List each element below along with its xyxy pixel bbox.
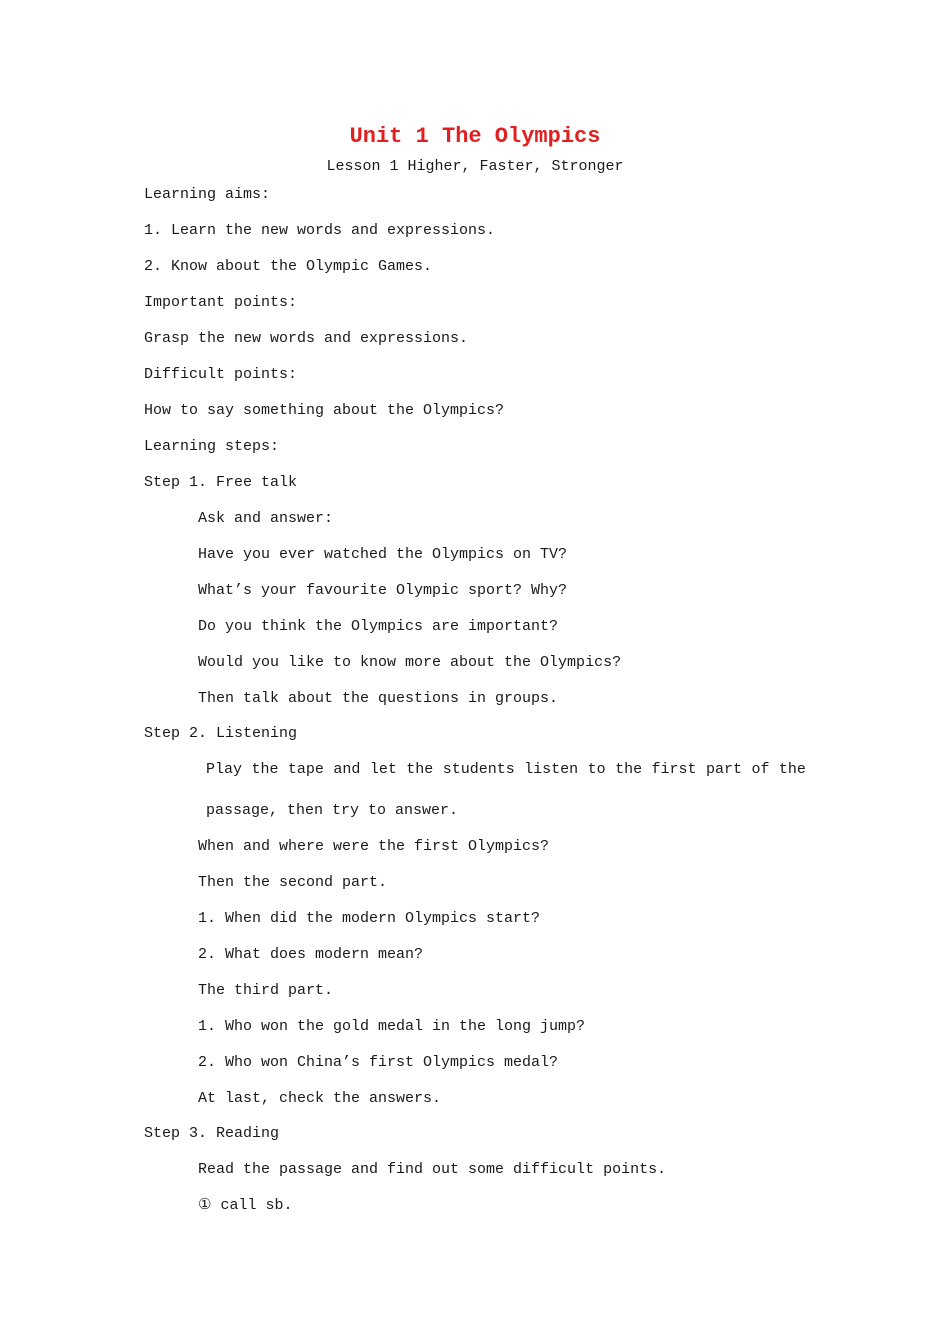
- word: and: [333, 761, 361, 778]
- step3-line: Read the passage and find out some difficult points.: [198, 1161, 667, 1178]
- step1-line: Do you think the Olympics are important?: [198, 618, 559, 635]
- step1-line: Have you ever watched the Olympics on TV?: [198, 546, 568, 563]
- important-points-heading: Important points:: [144, 294, 298, 311]
- word: the: [251, 761, 279, 778]
- word: Play: [206, 761, 243, 778]
- word: of: [751, 761, 770, 778]
- difficult-points-heading: Difficult points:: [144, 366, 298, 383]
- difficult-points-text: How to say something about the Olympics?: [144, 402, 505, 419]
- important-points-text: Grasp the new words and expressions.: [144, 330, 469, 347]
- word: students: [442, 761, 515, 778]
- step1-line: What’s your favourite Olympic sport? Why?: [198, 582, 568, 599]
- word: the: [778, 761, 806, 778]
- word: part: [705, 761, 742, 778]
- step2-line: Then the second part.: [198, 874, 388, 891]
- step2-line: When and where were the first Olympics?: [198, 838, 550, 855]
- step3-heading: Step 3. Reading: [144, 1125, 280, 1142]
- step2-line: The third part.: [198, 982, 334, 999]
- step2-paragraph-continuation: passage, then try to answer.: [206, 802, 459, 819]
- aim-item: 1. Learn the new words and expressions.: [144, 222, 496, 239]
- word: to: [587, 761, 606, 778]
- step3-line: ① call sb.: [198, 1197, 293, 1214]
- step2-line: At last, check the answers.: [198, 1090, 442, 1107]
- word: tape: [287, 761, 324, 778]
- step1-line: Then talk about the questions in groups.: [198, 690, 559, 707]
- step2-line: 1. Who won the gold medal in the long jump?: [198, 1018, 586, 1035]
- learning-steps-heading: Learning steps:: [144, 438, 280, 455]
- word: the: [615, 761, 643, 778]
- word: listen: [524, 761, 579, 778]
- step1-line: Would you like to know more about the Olympics?: [198, 654, 622, 671]
- step1-heading: Step 1. Free talk: [144, 474, 298, 491]
- step2-paragraph-line: [206, 759, 806, 781]
- step1-line: Ask and answer:: [198, 510, 334, 527]
- aim-item: 2. Know about the Olympic Games.: [144, 258, 433, 275]
- lesson-subtitle: Lesson 1 Higher, Faster, Stronger: [326, 158, 624, 175]
- step2-line: 2. What does modern mean?: [198, 946, 424, 963]
- step2-line: 2. Who won China’s first Olympics medal?: [198, 1054, 559, 1071]
- step2-line: 1. When did the modern Olympics start?: [198, 910, 541, 927]
- step2-heading: Step 2. Listening: [144, 725, 298, 742]
- word: let: [369, 761, 397, 778]
- page-title: Unit 1 The Olympics: [349, 124, 601, 149]
- word: the: [406, 761, 434, 778]
- learning-aims-heading: Learning aims:: [144, 186, 271, 203]
- word: first: [651, 761, 697, 778]
